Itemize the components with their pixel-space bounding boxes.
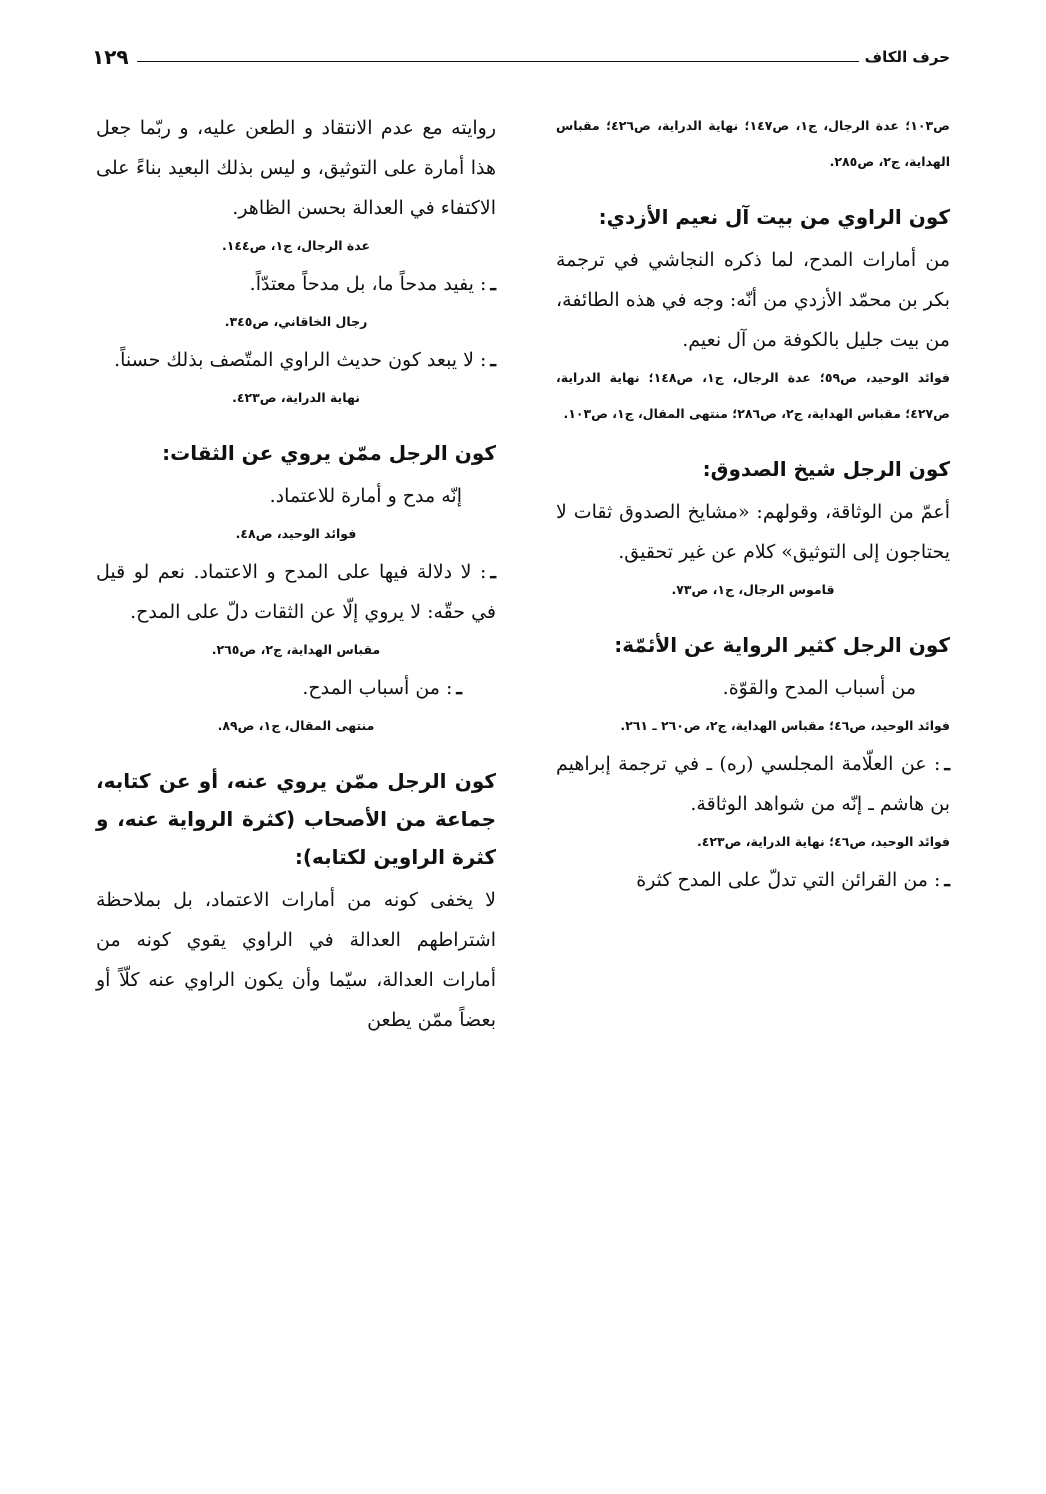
source-citation: نهاية الدراية، ص٤٢٣. <box>232 390 360 405</box>
right-column <box>556 108 950 900</box>
opinion-text: : يفيد مدحاً ما، بل مدحاً معتدّاً. <box>249 273 487 295</box>
source-citation: فوائد الوحيد، ص٤٦؛ نهاية الدراية، ص٤٢٣. <box>696 834 950 849</box>
source-citation: قاموس الرجال، ج١، ص٧٣. <box>671 582 835 597</box>
bullet-dash: ـ <box>490 561 496 583</box>
section-text: من أسباب المدح والقوّة. <box>722 677 916 699</box>
section-text: روايته مع عدم الانتقاد و الطعن عليه، و ربّما جعل هذا أمارة على التوثيق، و ليس بذلك البعيد بناءً على الاكتفاء في العدالة بحسن الظاهر. <box>96 117 496 219</box>
bullet-dash: ـ <box>944 753 950 775</box>
source-citation: رجال الخاقاني، ص٣٤٥. <box>224 314 368 329</box>
section-heading: كون الرجل ممّن يروي عنه، أو عن كتابه، جماعة من الأصحاب (كثرة الرواية عنه، و كثرة الراوين لكتابه): <box>96 769 496 869</box>
opinion-text: : لا يبعد كون حديث الراوي المتّصف بذلك حسناً. <box>114 349 487 371</box>
source-citation: منتهى المقال، ج١، ص٨٩. <box>217 718 375 733</box>
section-heading: كون الرجل كثير الرواية عن الأئمّة: <box>614 633 950 657</box>
opinion-text: : لا دلالة فيها على المدح و الاعتماد. نعم لو قيل في حقّه: لا يروي إلّا عن الثقات دلّ على المدح. <box>96 561 496 623</box>
bullet-dash: ـ <box>456 677 462 699</box>
source-citation: عدة الرجال، ج١، ص١٤٤. <box>221 238 371 253</box>
section-text: أعمّ من الوثاقة، وقولهم: «مشايخ الصدوق ثقات لا يحتاجون إلى التوثيق» كلام عن غير تحقيق. <box>556 501 950 563</box>
header-rule <box>137 61 859 62</box>
opinion-text: : من أسباب المدح. <box>302 677 453 699</box>
opinion-text: : عن العلّامة المجلسي (ره) ـ في ترجمة إبراهيم بن هاشم ـ إنّه من شواهد الوثاقة. <box>556 753 950 815</box>
source-citation: فوائد الوحيد، ص٥٩؛ عدة الرجال، ج١، ص١٤٨؛ نهاية الدراية، ص٤٢٧؛ مقباس الهداية، ج٢، ص٢٨٦؛ منتهى المقال، ج١، ص١٠٣. <box>556 370 950 421</box>
bullet-dash: ـ <box>944 869 950 891</box>
section-heading: كون الرجل شيخ الصدوق: <box>702 457 950 481</box>
left-column <box>96 108 496 1040</box>
opinion-item <box>96 340 496 380</box>
source-citation: فوائد الوحيد، ص٤٦؛ مقباس الهداية، ج٢، ص٢٦٠ ـ ٢٦١. <box>620 718 950 733</box>
source-citation: فوائد الوحيد، ص٤٨. <box>235 526 357 541</box>
opinion-item <box>556 860 950 900</box>
running-title: حرف الكاف <box>864 48 950 66</box>
section-text: لا يخفى كونه من أمارات الاعتماد، بل بملاحظة اشتراطهم العدالة في الراوي يقوي كونه من أمارات العدالة، سيّما وأن يكون الراوي عنه كلّاً أو بعضاً ممّن يطعن <box>96 889 497 1031</box>
section-heading: كون الراوي من بيت آل نعيم الأزدي: <box>598 205 950 229</box>
section-text: من أمارات المدح، لما ذكره النجاشي في ترجمة بكر بن محمّد الأزدي من أنّه: وجه في هذه الطائفة، من بيت جليل بالكوفة من آل نعيم. <box>556 249 950 351</box>
section-text: إنّه مدح و أمارة للاعتماد. <box>269 485 462 507</box>
section-heading: كون الرجل ممّن يروي عن الثقات: <box>162 441 496 465</box>
bullet-dash: ـ <box>490 273 496 295</box>
opinion-item <box>96 552 496 632</box>
page-header <box>92 40 950 74</box>
bullet-dash: ـ <box>490 349 496 371</box>
opinion-item <box>96 264 496 304</box>
opinion-item <box>96 668 496 708</box>
opinion-item <box>556 744 950 824</box>
source-citation: ص١٠٣؛ عدة الرجال، ج١، ص١٤٧؛ نهاية الدراية، ص٤٢٦؛ مقباس الهداية، ج٢، ص٢٨٥. <box>556 118 950 169</box>
source-citation: مقباس الهداية، ج٢، ص٢٦٥. <box>211 642 381 657</box>
page-number: ١٢٩ <box>92 45 129 69</box>
opinion-text: : من القرائن التي تدلّ على المدح كثرة <box>636 869 941 891</box>
